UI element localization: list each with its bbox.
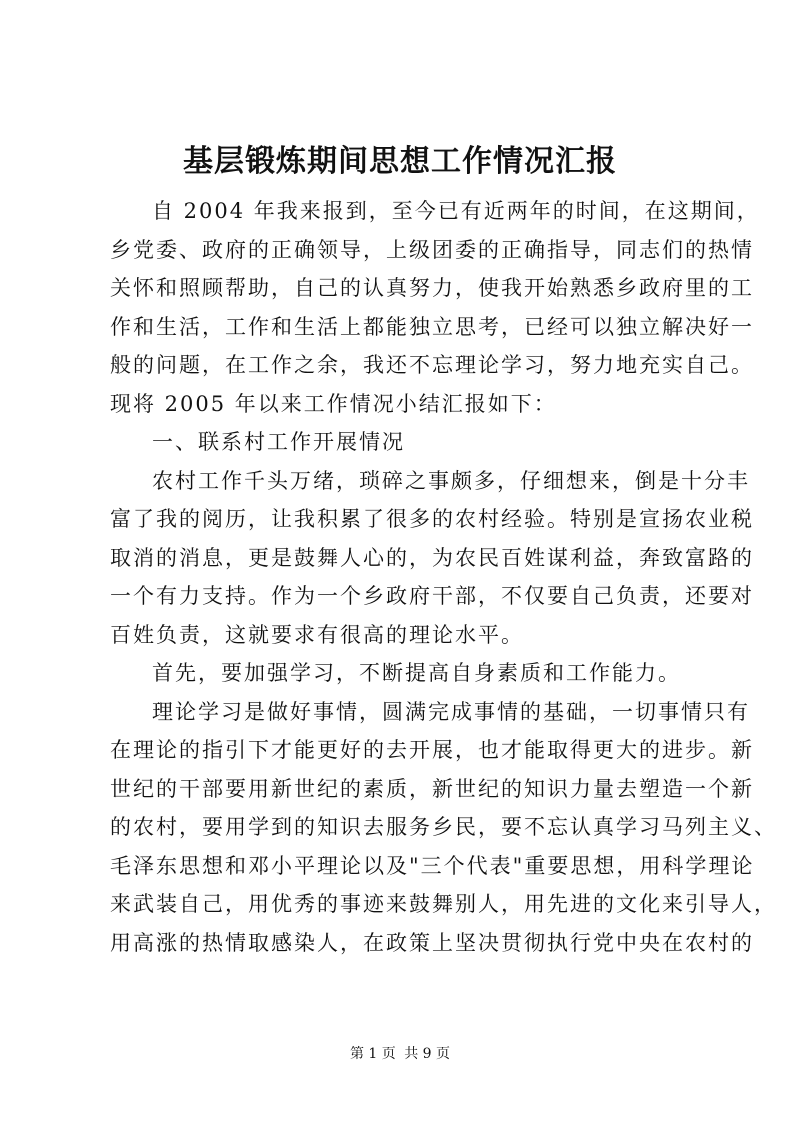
text-line: 关怀和照顾帮助，自己的认真努力，使我开始熟悉乡政府里的工 — [110, 276, 754, 300]
text-line: 自 2004 年我来报到，至今已有近两年的时间，在这期间， — [152, 199, 760, 223]
text-line: 富了我的阅历，让我积累了很多的农村经验。特别是宣扬农业税 — [110, 507, 754, 531]
text-line: 首先，要加强学习，不断提高自身素质和工作能力。 — [152, 661, 681, 685]
document-title: 基层锻炼期间思想工作情况汇报 — [183, 144, 617, 179]
document-body — [110, 192, 777, 962]
text-line: 毛泽东思想和邓小平理论以及"三个代表"重要思想，用科学理论 — [110, 853, 755, 878]
text-line: 农村工作千头万绪，琐碎之事颇多，仔细想来，倒是十分丰 — [152, 468, 750, 493]
text-line: 般的问题，在工作之余，我还不忘理论学习，努力地充实自己。 — [110, 353, 754, 377]
text-line: 取消的消息，更是鼓舞人心的，为农民百姓谋利益，奔致富路的 — [110, 545, 754, 570]
text-line: 作和生活，工作和生活上都能独立思考，已经可以独立解决好一 — [110, 314, 754, 339]
text-line: 乡党委、政府的正确领导，上级团委的正确指导，同志们的热情 — [110, 237, 754, 262]
page-number: 第 1 页 — [349, 1046, 396, 1062]
text-line: 理论学习是做好事情，圆满完成事情的基础，一切事情只有 — [152, 699, 750, 724]
text-line: 用高涨的热情取感染人，在政策上坚决贯彻执行党中央在农村的 — [110, 930, 754, 955]
page-footer — [0, 1045, 800, 1063]
text-line: 在理论的指引下才能更好的去开展，也才能取得更大的进步。新 — [110, 738, 754, 762]
section-heading: 一、联系村工作开展情况 — [152, 430, 405, 454]
text-line: 来武装自己，用优秀的事迹来鼓舞别人，用先进的文化来引导人， — [110, 892, 777, 916]
page-total: 共 9 页 — [404, 1046, 451, 1062]
text-line: 的农村，要用学到的知识去服务乡民，要不忘认真学习马列主义、 — [110, 815, 777, 839]
text-line: 现将 2005 年以来工作情况小结汇报如下： — [110, 391, 557, 416]
text-line: 百姓负责，这就要求有很高的理论水平。 — [110, 622, 524, 647]
text-line: 一个有力支持。作为一个乡政府干部，不仅要自己负责，还要对 — [110, 584, 754, 608]
text-line: 世纪的干部要用新世纪的素质，新世纪的知识力量去塑造一个新 — [110, 776, 754, 801]
